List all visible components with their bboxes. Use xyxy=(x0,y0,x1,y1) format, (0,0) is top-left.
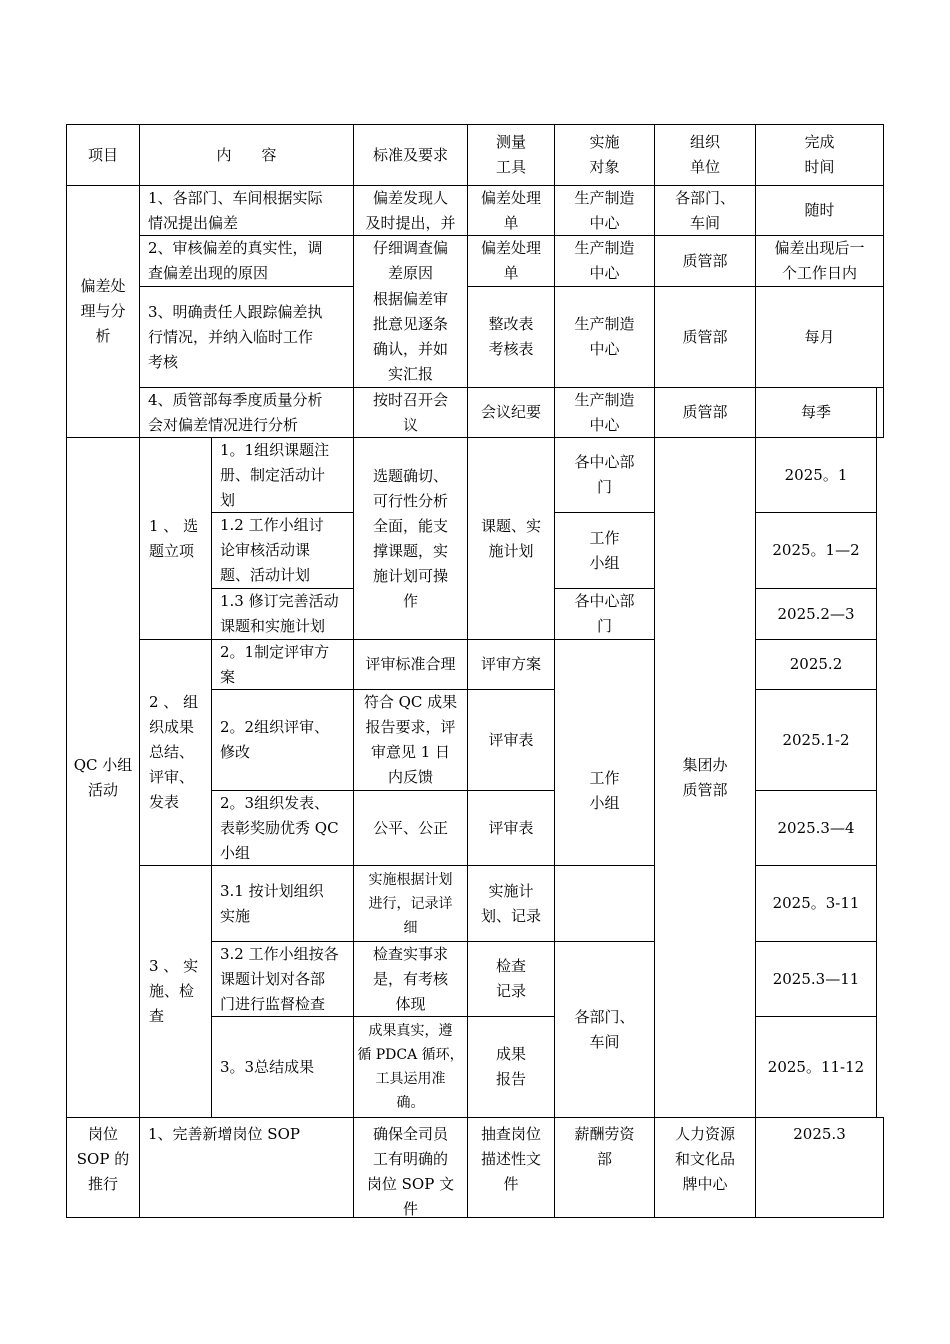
deviation-row-content: 2、审核偏差的真实性，调 查偏差出现的原因 xyxy=(148,239,323,282)
section-title-qc: QC 小组 活动 xyxy=(73,755,133,799)
qc-row-content: 3.1 按计划组织 实施 xyxy=(220,881,324,925)
qc-row-time: 2025。1—2 xyxy=(772,541,860,559)
qc-row-content: 1.2 工作小组讨 论审核活动课 题、活动计划 xyxy=(220,516,324,584)
section-title-deviation: 偏差处 理与分 析 xyxy=(80,277,126,345)
qc-row-time: 2025。3-11 xyxy=(772,894,860,912)
qc-group-target: 工作 小组 xyxy=(589,768,620,812)
header-tool: 测量 工具 xyxy=(495,133,526,176)
header-target: 实施 对象 xyxy=(589,133,620,176)
qc-row-tool: 评审表 xyxy=(488,818,534,837)
qc-group-target: 各部门、 车间 xyxy=(574,1007,635,1051)
qc-row-standard: 成果真实，遵 循 PDCA 循环， 工具运用准 确。 xyxy=(357,1023,464,1111)
deviation-row-time: 每季 xyxy=(800,403,831,421)
qc-group-label: 1 、 选 题立项 xyxy=(149,516,199,560)
deviation-row-time: 偏差出现后一 个工作日内 xyxy=(774,239,865,282)
qc-row-tool: 评审表 xyxy=(488,730,534,749)
deviation-row-tool: 整改表 考核表 xyxy=(488,315,534,358)
deviation-row-target: 生产制造 中心 xyxy=(574,390,635,434)
qc-row-standard: 实施根据计划 进行，记录详 细 xyxy=(368,871,453,936)
qc-group-label: 3 、 实 施、检 查 xyxy=(149,957,199,1025)
deviation-row-org: 各部门、 车间 xyxy=(674,188,735,232)
section-title-sop: 岗位 SOP 的 推行 xyxy=(76,1125,130,1193)
qc-row-time: 2025.2 xyxy=(789,655,843,673)
qc-row-content: 2。3组织发表、 表彰奖励优秀 QC 小组 xyxy=(220,793,339,862)
deviation-row-org: 质管部 xyxy=(682,327,728,346)
qc-row-tool: 实施计 划、记录 xyxy=(480,881,541,925)
header-time: 完成 时间 xyxy=(804,133,835,176)
deviation-row-org: 质管部 xyxy=(682,403,728,421)
deviation-row-target: 生产制造 中心 xyxy=(574,315,635,358)
qc-row-time: 2025.3—4 xyxy=(777,818,855,837)
qc-row-time: 2025.3—11 xyxy=(772,969,860,988)
qc-row-content: 1。1组织课题注 册、制定活动计 划 xyxy=(220,440,330,509)
sop-time: 2025.3 xyxy=(793,1125,846,1143)
deviation-row-time: 随时 xyxy=(804,201,835,219)
qc-row-target: 工作 小组 xyxy=(589,528,620,572)
deviation-row-standard: 根据偏差审 批意见逐条 确认，并如 实汇报 xyxy=(372,290,448,383)
deviation-row-target: 生产制造 中心 xyxy=(574,188,635,232)
qc-row-tool: 成果 报告 xyxy=(495,1045,526,1088)
deviation-row-target: 生产制造 中心 xyxy=(574,239,635,282)
sop-org: 人力资源 和文化品 牌中心 xyxy=(674,1125,735,1193)
sop-standard: 确保全司员 工有明确的 岗位 SOP 文 件 xyxy=(366,1125,455,1217)
deviation-row-content: 1、各部门、车间根据实际 情况提出偏差 xyxy=(148,188,323,232)
qc-row-target: 各中心部 门 xyxy=(574,592,635,635)
deviation-standard-merged: 偏差发现人 及时提出，并 仔细调查偏 差原因 xyxy=(365,189,456,282)
deviation-row-time: 每月 xyxy=(804,327,835,346)
qc-row-content: 3.2 工作小组按各 课题计划对各部 门进行监督检查 xyxy=(220,944,339,1013)
deviation-row-content: 4、质管部每季度质量分析 会对偏差情况进行分析 xyxy=(148,390,323,434)
qc-row-tool: 评审方案 xyxy=(480,655,541,673)
qc-row-standard: 符合 QC 成果 报告要求，评 审意见 1 日 内反馈 xyxy=(363,693,458,786)
header-content: 内 容 xyxy=(216,145,277,164)
qc-row-standard: 评审标准合理 xyxy=(365,655,456,673)
qc-row-time: 2025.2—3 xyxy=(777,604,855,623)
header-org: 组织 单位 xyxy=(689,133,720,176)
qc-row-time: 2025。1 xyxy=(784,465,848,484)
qc-row-time: 2025.1-2 xyxy=(782,730,850,749)
qc-row-time: 2025。11-12 xyxy=(767,1057,865,1076)
qc-row-standard: 公平、公正 xyxy=(372,818,448,837)
sop-tool: 抽查岗位 描述性文 件 xyxy=(480,1125,541,1193)
deviation-row-tool: 会议纪要 xyxy=(480,403,541,421)
qc-row-content: 2。2组织评审、 修改 xyxy=(220,718,330,761)
header-standard: 标准及要求 xyxy=(372,145,448,164)
qc-row-content: 2。1制定评审方 案 xyxy=(220,642,330,686)
qc-group-tool: 课题、实 施计划 xyxy=(480,516,541,560)
header-item: 项目 xyxy=(87,145,118,164)
sop-content: 1、完善新增岗位 SOP xyxy=(148,1125,300,1143)
deviation-row-tool: 偏差处理 单 xyxy=(480,188,541,232)
qc-row-content: 1.3 修订完善活动 课题和实施计划 xyxy=(220,592,339,635)
qc-group-standard: 选题确切、 可行性分析 全面，能支 撑课题，实 施计划可操 作 xyxy=(372,466,448,610)
deviation-row-content: 3、明确责任人跟踪偏差执 行情况，并纳入临时工作 考核 xyxy=(148,302,323,371)
qc-row-tool: 检查 记录 xyxy=(495,957,526,1000)
qc-row-standard: 检查实事求 是，有考核 体现 xyxy=(372,944,448,1013)
deviation-row-standard: 按时召开会 议 xyxy=(372,390,448,434)
qc-row-target: 各中心部 门 xyxy=(574,453,635,496)
qc-row-content: 3。3总结成果 xyxy=(220,1057,315,1076)
qc-org: 集团办 质管部 xyxy=(682,755,728,799)
qc-group-label: 2 、 组 织成果 总结、 评审、 发表 xyxy=(149,693,199,811)
deviation-row-tool: 偏差处理 单 xyxy=(480,239,541,282)
deviation-row-org: 质管部 xyxy=(682,251,728,270)
sop-target: 薪酬劳资 部 xyxy=(574,1125,635,1168)
